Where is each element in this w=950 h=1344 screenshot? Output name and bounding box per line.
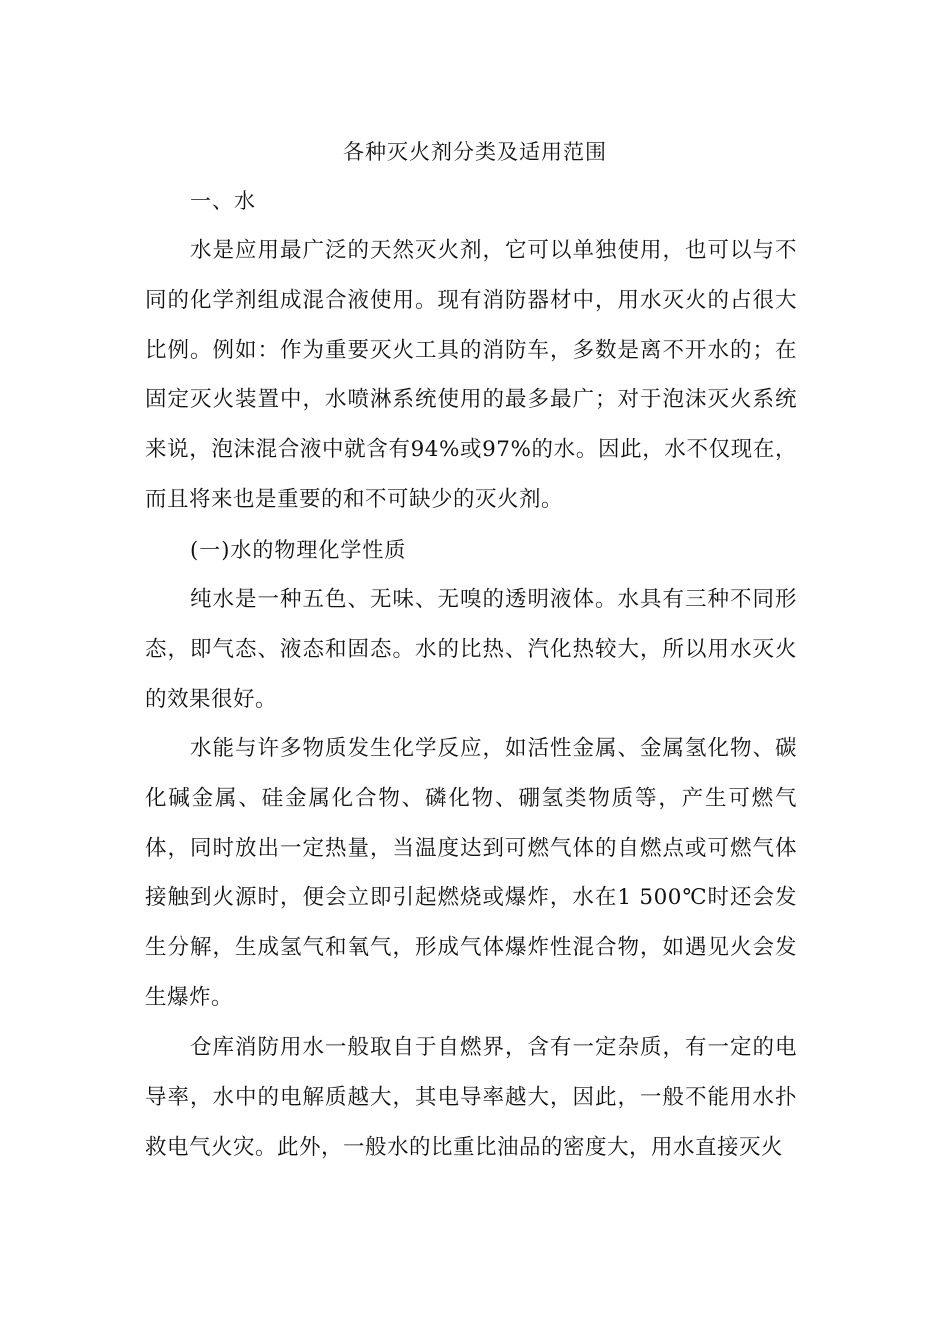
section-heading: 一、水 [190,189,256,213]
paragraph-pure-water: 纯水是一种五色、无味、无嗅的透明液体。水具有三种不同形态，即气态、液态和固态。水的比热、汽化热较大，所以用水灭火的效果很好。 [145,587,797,712]
subsection-heading: (一)水的物理化学性质 [190,538,407,562]
paragraph-chemical-reactions: 水能与许多物质发生化学反应，如活性金属、金属氢化物、碳化碱金属、硅金属化合物、磷化物、硼氢类物质等，产生可燃气体，同时放出一定热量，当温度达到可燃气体的自燃点或可燃气体接触到火源时，便会立即引起燃烧或爆炸，水在1 500℃时还会发生分解，生成氢气和氧气，形成气体爆炸性混合物，如遇见火会发生爆炸。 [145,736,797,1010]
paragraph-warehouse-water: 仓库消防用水一般取自于自燃界，含有一定杂质，有一定的电导率，水中的电解质越大，其电导率越大，因此，一般不能用水扑救电气火灾。此外，一般水的比重比油品的密度大，用水直接灭火 [145,1035,797,1160]
document-title: 各种灭火剂分类及适用范围 [343,140,607,164]
paragraph-water-overview: 水是应用最广泛的天然灭火剂，它可以单独使用，也可以与不同的化学剂组成混合液使用。现有消防器材中，用水灭火的占很大比例。例如：作为重要灭火工具的消防车，多数是离不开水的；在固定灭火装置中，水喷淋系统使用的最多最广；对于泡沫灭火系统来说，泡沫混合液中就含有94%或97%的水。因此，水不仅现在，而且将来也是重要的和不可缺少的灭火剂。 [145,238,797,512]
